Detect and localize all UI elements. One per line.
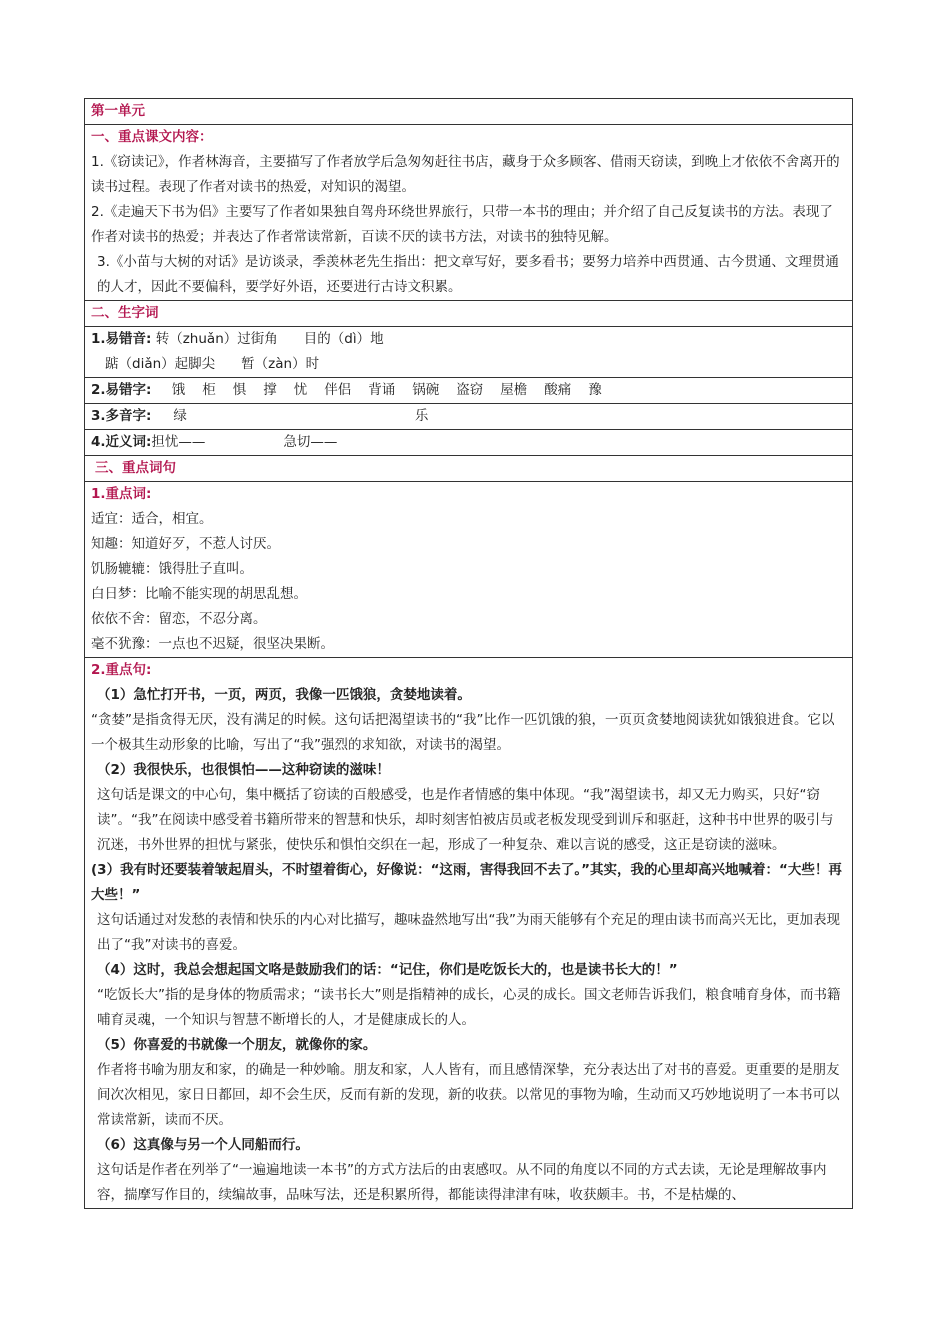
wrong-character-item: 屋檐 <box>500 382 528 398</box>
section-heading-new-words: 二、生字词 <box>85 300 852 326</box>
key-sentence-quote: (3）我有时还要装着皱起眉头，不时望着街心，好像说：“这雨，害得我回不去了。”其实，我的心里却高兴地喊着：“大些！再大些！” <box>91 862 842 903</box>
polyphone-row <box>85 403 852 429</box>
key-word-item: 依依不舍：留恋，不忍分离。 <box>91 611 267 627</box>
key-words-block <box>85 481 852 657</box>
key-word-item: 知趣：知道好歹，不惹人讨厌。 <box>91 536 280 552</box>
key-text-paragraph: 3.《小苗与大树的对话》是访谈录，季羡林老先生指出：把文章写好，要多看书；要努力培养中西贯通、古今贯通、文理贯通的人才，因此不要偏科，要学好外语，还要进行古诗文积累。 <box>97 254 839 295</box>
key-word-item: 毫不犹豫：一点也不迟疑，很坚决果断。 <box>91 636 334 652</box>
pronunciation-item: 转（zhuǎn）过街角 <box>155 331 278 347</box>
section-heading-key-phrases: 三、重点词句 <box>85 455 852 481</box>
pronunciation-item: 暂（zàn）时 <box>241 356 320 372</box>
wrong-character-item: 酸痛 <box>544 382 572 398</box>
pronunciation-label: 1.易错音: <box>91 331 152 347</box>
key-text-paragraph: 1.《窃读记》，作者林海音，主要描写了作者放学后急匆匆赶往书店，藏身于众多顾客、借雨天窃读，到晚上才依依不舍离开的读书过程。表现了作者对读书的热爱，对知识的渴望。 <box>91 154 840 195</box>
pronunciation-row <box>85 326 852 377</box>
unit-title: 第一单元 <box>91 103 145 119</box>
polyphone-item: 乐 <box>414 408 429 424</box>
wrong-character-item: 忧 <box>293 382 308 398</box>
key-word-item: 白日梦：比喻不能实现的胡思乱想。 <box>91 586 307 602</box>
key-sentence-explanation: 这句话通过对发愁的表情和快乐的内心对比描写，趣味盎然地写出“我”为雨天能够有个充足的理由读书而高兴无比，更加表现出了“我”对读书的喜爱。 <box>97 912 840 953</box>
synonym-label: 4.近义词: <box>91 434 152 450</box>
polyphone-label: 3.多音字: <box>91 408 152 424</box>
wrong-character-item: 伴侣 <box>324 382 352 398</box>
wrong-characters-label: 2.易错字: <box>91 382 152 398</box>
key-text-paragraph: 2.《走遍天下书为侣》主要写了作者如果独自驾舟环绕世界旅行，只带一本书的理由；并介绍了自己反复读书的方法。表现了作者对读书的热爱；并表达了作者常读常新，百读不厌的读书方法，对读书的独特见解。 <box>91 204 833 245</box>
key-sentences-block <box>85 657 852 1208</box>
polyphone-item: 绿 <box>173 408 187 424</box>
synonym-row <box>85 429 852 455</box>
wrong-character-item: 饿 <box>171 382 186 398</box>
key-words-list <box>91 507 846 657</box>
key-sentences-list <box>91 683 846 1208</box>
key-words-heading: 1.重点词: <box>91 486 152 502</box>
wrong-character-item: 豫 <box>588 382 602 398</box>
key-text-number: 1. <box>91 154 104 170</box>
key-sentence-explanation: 这句话是作者在列举了“一遍遍地读一本书”的方式方法后的由衷感叹。从不同的角度以不同的方式去读，无论是理解故事内容，揣摩写作目的，续编故事，品味写法，还是积累所得，都能读得津津有味，收获颇丰。书，不是枯燥的、 <box>97 1162 827 1203</box>
wrong-character-item: 柜 <box>202 382 216 398</box>
section-heading-key-texts: 一、重点课文内容： <box>91 129 213 145</box>
key-sentences-heading: 2.重点句: <box>91 662 152 678</box>
key-sentence-quote: （2）我很快乐，也很惧怕——这种窃读的滋味！ <box>97 762 390 778</box>
key-sentence-quote: （1）急忙打开书，一页，两页，我像一匹饿狼，贪婪地读着。 <box>97 687 471 703</box>
synonym-item: 担忧—— <box>151 434 206 450</box>
key-sentence-explanation: 这句话是课文的中心句，集中概括了窃读的百般感受，也是作者情感的集中体现。“我”渴望读书，却又无力购买，只好“窃读”。“我”在阅读中感受着书籍所带来的智慧和快乐，却时刻害怕被店员或老板发现受到训斥和驱赶，这种书中世界的吸引与沉迷，书外世界的担忧与紧张，使快乐和惧怕交织在一起，形成了一种复杂、难以言说的感受，这正是窃读的滋味。 <box>97 787 834 853</box>
synonym-item: 急切—— <box>283 434 338 450</box>
key-sentence-explanation: “贪婪”是指贪得无厌，没有满足的时候。这句话把渴望读书的“我”比作一匹饥饿的狼，一页页贪婪地阅读犹如饿狼进食。它以一个极其生动形象的比喻，写出了“我”强烈的求知欲，对读书的渴望。 <box>91 712 835 753</box>
key-sentence-explanation: “吃饭长大”指的是身体的物质需求；“读书长大”则是指精神的成长，心灵的成长。国文老师告诉我们，粮食哺育身体，而书籍哺育灵魂，一个知识与智慧不断增长的人，才是健康成长的人。 <box>97 987 841 1028</box>
key-sentence-quote: （6）这真像与另一个人同船而行。 <box>97 1137 309 1153</box>
wrong-character-item: 盗窃 <box>456 382 484 398</box>
key-sentence-explanation: 作者将书喻为朋友和家，的确是一种妙喻。朋友和家，人人皆有，而且感情深挚，充分表达出了对书的喜爱。更重要的是朋友间次次相见，家日日都回，却不会生厌，反而有新的发现，新的收获。以常见的事物为喻，生动而又巧妙地说明了一本书可以常读常新，读而不厌。 <box>97 1062 840 1128</box>
wrong-character-item: 背诵 <box>368 382 396 398</box>
key-word-item: 饥肠辘辘：饿得肚子直叫。 <box>91 561 253 577</box>
wrong-character-item: 锅碗 <box>412 382 440 398</box>
key-word-item: 适宜：适合，相宜。 <box>91 511 213 527</box>
study-notes-table <box>84 98 853 1209</box>
pronunciation-item: 踮（diǎn）起脚尖 <box>105 356 216 372</box>
wrong-characters-row <box>85 377 852 403</box>
wrong-characters-list <box>172 382 619 398</box>
wrong-character-item: 惧 <box>232 382 247 398</box>
section-key-texts <box>85 124 852 300</box>
key-sentence-quote: （4）这时，我总会想起国文咯是鼓励我们的话：“记住，你们是吃饭长大的，也是读书长大的！” <box>97 962 678 978</box>
wrong-character-item: 撑 <box>263 382 277 398</box>
key-sentence-quote: （5）你喜爱的书就像一个朋友，就像你的家。 <box>97 1037 377 1053</box>
pronunciation-item: 目的（dì）地 <box>303 331 384 347</box>
